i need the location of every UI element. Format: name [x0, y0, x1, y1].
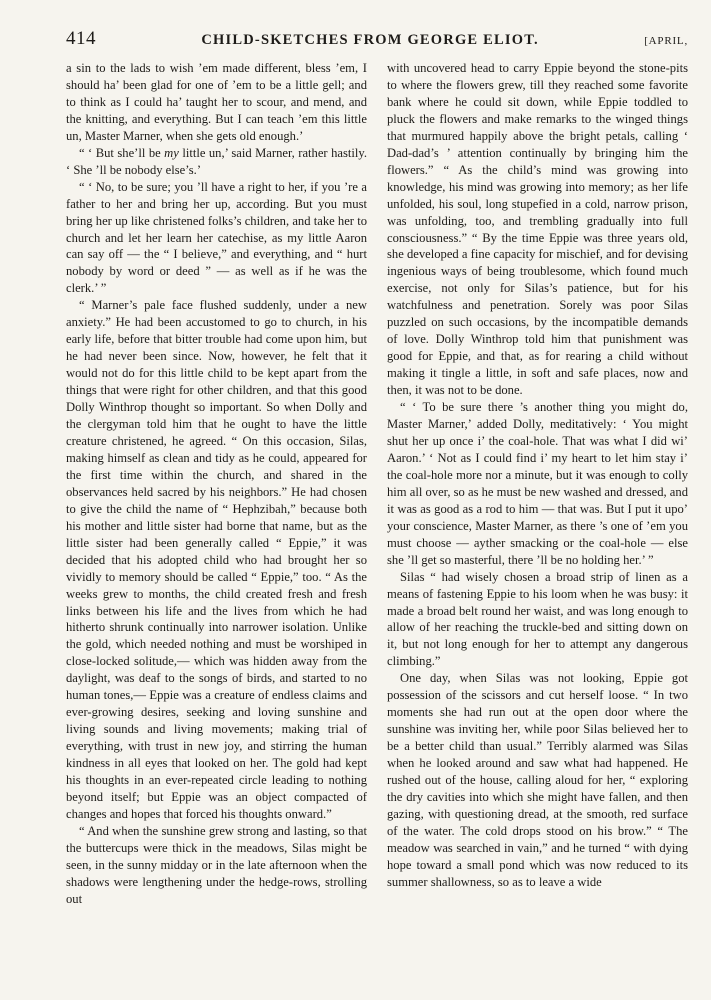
page-number: 414 [66, 28, 96, 49]
paragraph: “ ‘ To be sure there ’s another thing you might do, Master Marner,’ added Dolly, meditatively: ‘ You might shut her up once i’ the coal-hole. That was what I did wi’ Aaron.’ ‘ Not as I could find i’ my heart to let him stay i’ the coal-hole more nor a minute, but it was enough to colly him all over, so as he must be new washed and dressed, and it was as good as a rod to him — that was. But I put it upo’ your conscience, Master Marner, as there ’s one of ’em you must choose — ayther smacking or the coal-hole — else she ’ll get so masterful, there ’ll be no holding her.’ ” [387, 400, 688, 567]
paragraph: “ ‘ But she’ll be my little un,’ said Marner, rather hastily. ‘ She ’ll be nobody else’s.’ [66, 145, 367, 177]
paragraph: One day, when Silas was not looking, Eppie got possession of the scissors and cut herself loose. “ In two moments she had run out at the open door where the sunshine was inviting her, while poor Silas believed her to be a better child than usual.” Terribly alarmed was Silas when he looked around and saw what had happened. He rushed out of the house, calling aloud for her, “ exploring the dry cavities into which she might have fallen, and then gazing, with questioning dread, at the smooth, red surface of the water. The cold drops stood on his brow.” “ The meadow was searched in vain,” and he turned “ with dying hope toward a small pond which was now reduced to its summer shallowness, so as to leave a wide [387, 671, 688, 889]
paragraph: “ And when the sunshine grew strong and lasting, so that the buttercups were thick in the meadows, Silas might be seen, in the sunny midday or in the late afternoon when the shadows were lengthening under the hedge-rows, strolling out [66, 823, 367, 906]
emphasis: my [164, 145, 179, 160]
text-columns [66, 60, 688, 985]
paragraph: with uncovered head to carry Eppie beyond the stone-pits to where the flowers grew, till they reached some favorite bank where he could sit down, while Eppie toddled to pluck the flowers and make remarks to the winged things that murmured happily above the bright petals, calling ‘ Dad-dad’s ’ attention continually by bringing him the flowers.” “ As the child’s mind was growing into knowledge, his mind was growing into memory; as her life unfolded, his soul, long stupefied in a cold, narrow prison, was unfolding, too, and trembling gradually into full consciousness.” “ By the time Eppie was three years old, she developed a fine capacity for mischief, and for devising ingenious ways of being troublesome, which found much exercise, not only for Silas’s patience, but for his watchfulness and penetration. Sorely was poor Silas puzzled on such occasions, by the incompatible demands of love. Dolly Winthrop told him that punishment was good for Eppie, and that, as for rearing a child without making it tingle a little, in soft and safe places, now and then, it was not to be done. [387, 61, 688, 398]
page-header [66, 28, 688, 54]
issue-month: [APRIL, [644, 35, 688, 47]
right-column [387, 60, 688, 985]
paragraph: “ ‘ No, to be sure; you ’ll have a right to her, if you ’re a father to her and bring her up, according. But you must bring her up like christened folks’s children, and take her to church and let her learn her catechise, as my little Aaron can say off — the “ I believe,” and everything, and “ hurt nobody by word or deed ” — as well as if he was the clerk.’ ” [66, 179, 367, 296]
left-column [66, 60, 367, 985]
running-title: CHILD-SKETCHES FROM GEORGE ELIOT. [201, 32, 539, 48]
paragraph: “ Marner’s pale face flushed suddenly, under a new anxiety.” He had been accustomed to go to church, in his early life, before that bitter trouble had come upon him, but he had never been since. Now, however, he felt that it would not do for this little child to be kept apart from the things that were right for other children, and that this good Dolly Winthrop thought so important. So when Dolly and the clergyman told him that he ought to have the little creature christened, he agreed. “ On this occasion, Silas, making himself as clean and tidy as he could, appeared for the first time within the church, and shared in the observances held sacred by his neighbors.” He had chosen to give the child the name of “ Hephzibah,” because both his mother and little sister had borne that name, but as the little sister had been generally called “ Eppie,” it was decided that his adopted child who had brought her so vividly to memory should be called “ Eppie,” too. “ As the weeks grew to months, the child created fresh and fresh links between his life and the lives from which he had hitherto shrunk continually into narrower isolation. Unlike the gold, which needed nothing and must be worshiped in close-locked solitude,— which was hidden away from the daylight, was deaf to the songs of birds, and started to no human tones,— Eppie was a creature of endless claims and ever-growing desires, seeking and loving sunshine and living sounds and living movements; making trial of everything, with trust in new joy, and stirring the human kindness in all eyes that looked on her. The gold had kept his thoughts in an ever-repeated circle leading to nothing beyond itself; but Eppie was an object compacted of changes and hopes that forced his thoughts onward.” [66, 298, 367, 821]
paragraph: a sin to the lads to wish ’em made different, bless ’em, I should ha’ been glad for one of ’em to be a little gell; and to think as I could ha’ taught her to scour, and mend, and the knitting, and everything. But I can teach ’em this little un, Master Marner, when she gets old enough.’ [66, 61, 367, 143]
paragraph: Silas “ had wisely chosen a broad strip of linen as a means of fastening Eppie to his loom when he was busy: it made a broad belt round her waist, and was long enough to allow of her reaching the truckle-bed and sitting down on it, but not long enough for her to attempt any dangerous climbing.” [387, 569, 688, 669]
